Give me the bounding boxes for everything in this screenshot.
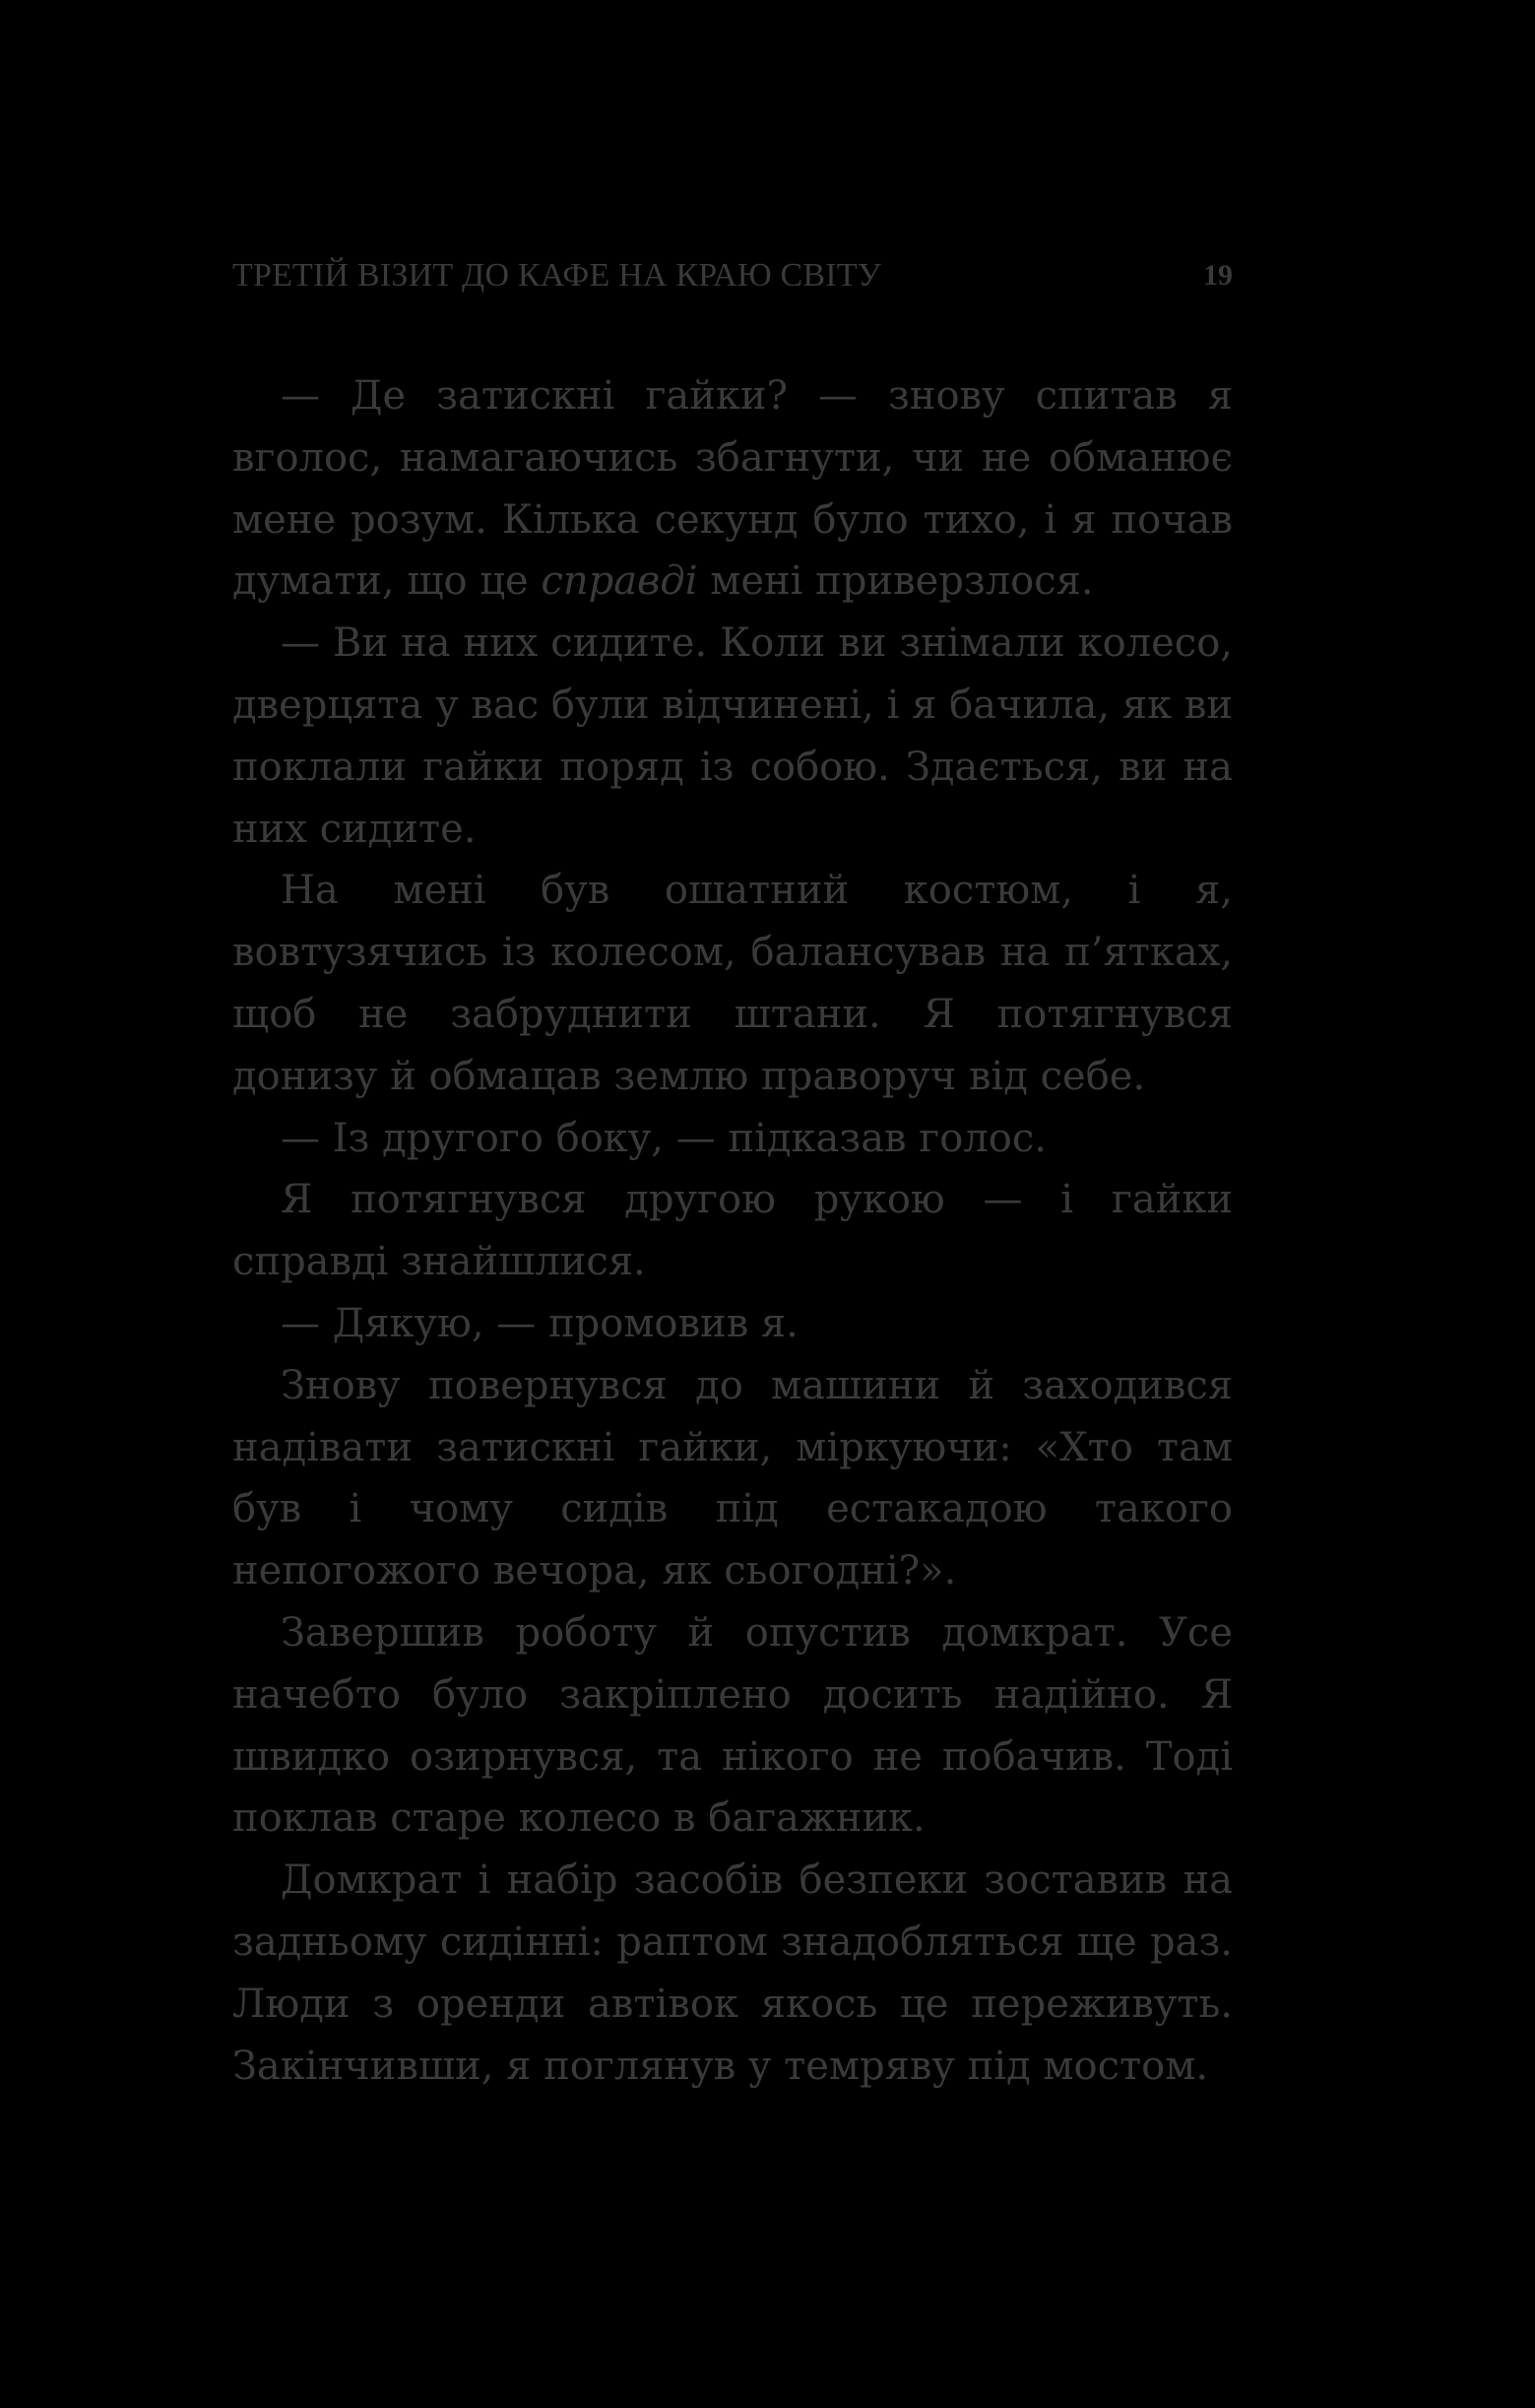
paragraph-text-before: — Де затискні гайки? — знову спитав я вголос, намагаючись збагнути, чи не обманює мене розум. Кілька секунд було тихо, і я почав думати, що це [232,373,1233,605]
emphasized-word: справді [541,558,698,605]
running-title: ТРЕТІЙ ВІЗИТ ДО КАФЕ НА КРАЮ СВІТУ [232,257,882,293]
body-text [232,365,1233,2097]
paragraph: Я потягнувся другою рукою — і гайки справді знайшлися. [232,1177,1233,1285]
page-number: 19 [1203,259,1233,292]
paragraph: Завершив роботу й опустив домкрат. Усе начебто було закріплено досить надійно. Я швидко озирнувся, та нікого не побачив. Тоді поклав старе колесо в багажник. [232,1609,1233,1842]
paragraph: На мені був ошатний костюм, і я, вовтузячись із колесом, балансував на п’ятках, щоб не забруднити штани. Я потягнувся донизу й обмацав землю праворуч від себе. [232,868,1233,1099]
paragraph: Знову повернувся до машини й заходився надівати затискні гайки, міркуючи: «Хто там був і чому сидів під естакадою такого непогожого вечора, як сьогодні?». [232,1362,1233,1594]
paragraph: — Ви на них сидите. Коли ви знімали колесо, дверцята у вас були відчинені, і я бачила, як ви поклали гайки поряд із собою. Здається, ви на них сидите. [232,620,1233,852]
paragraph-text-after: мені приверзлося. [697,558,1094,605]
paragraph: Домкрат і набір засобів безпеки зоставив на задньому сидінні: раптом знадобляться ще раз. Люди з оренди автівок якось це переживуть. Закінчивши, я поглянув у темряву під мостом. [232,1857,1233,2089]
paragraph [232,365,1233,613]
running-head [232,251,1233,300]
paragraph: — Із другого боку, — підказав голос. [281,1115,1047,1161]
paragraph: — Дякую, — промовив я. [281,1300,799,1346]
